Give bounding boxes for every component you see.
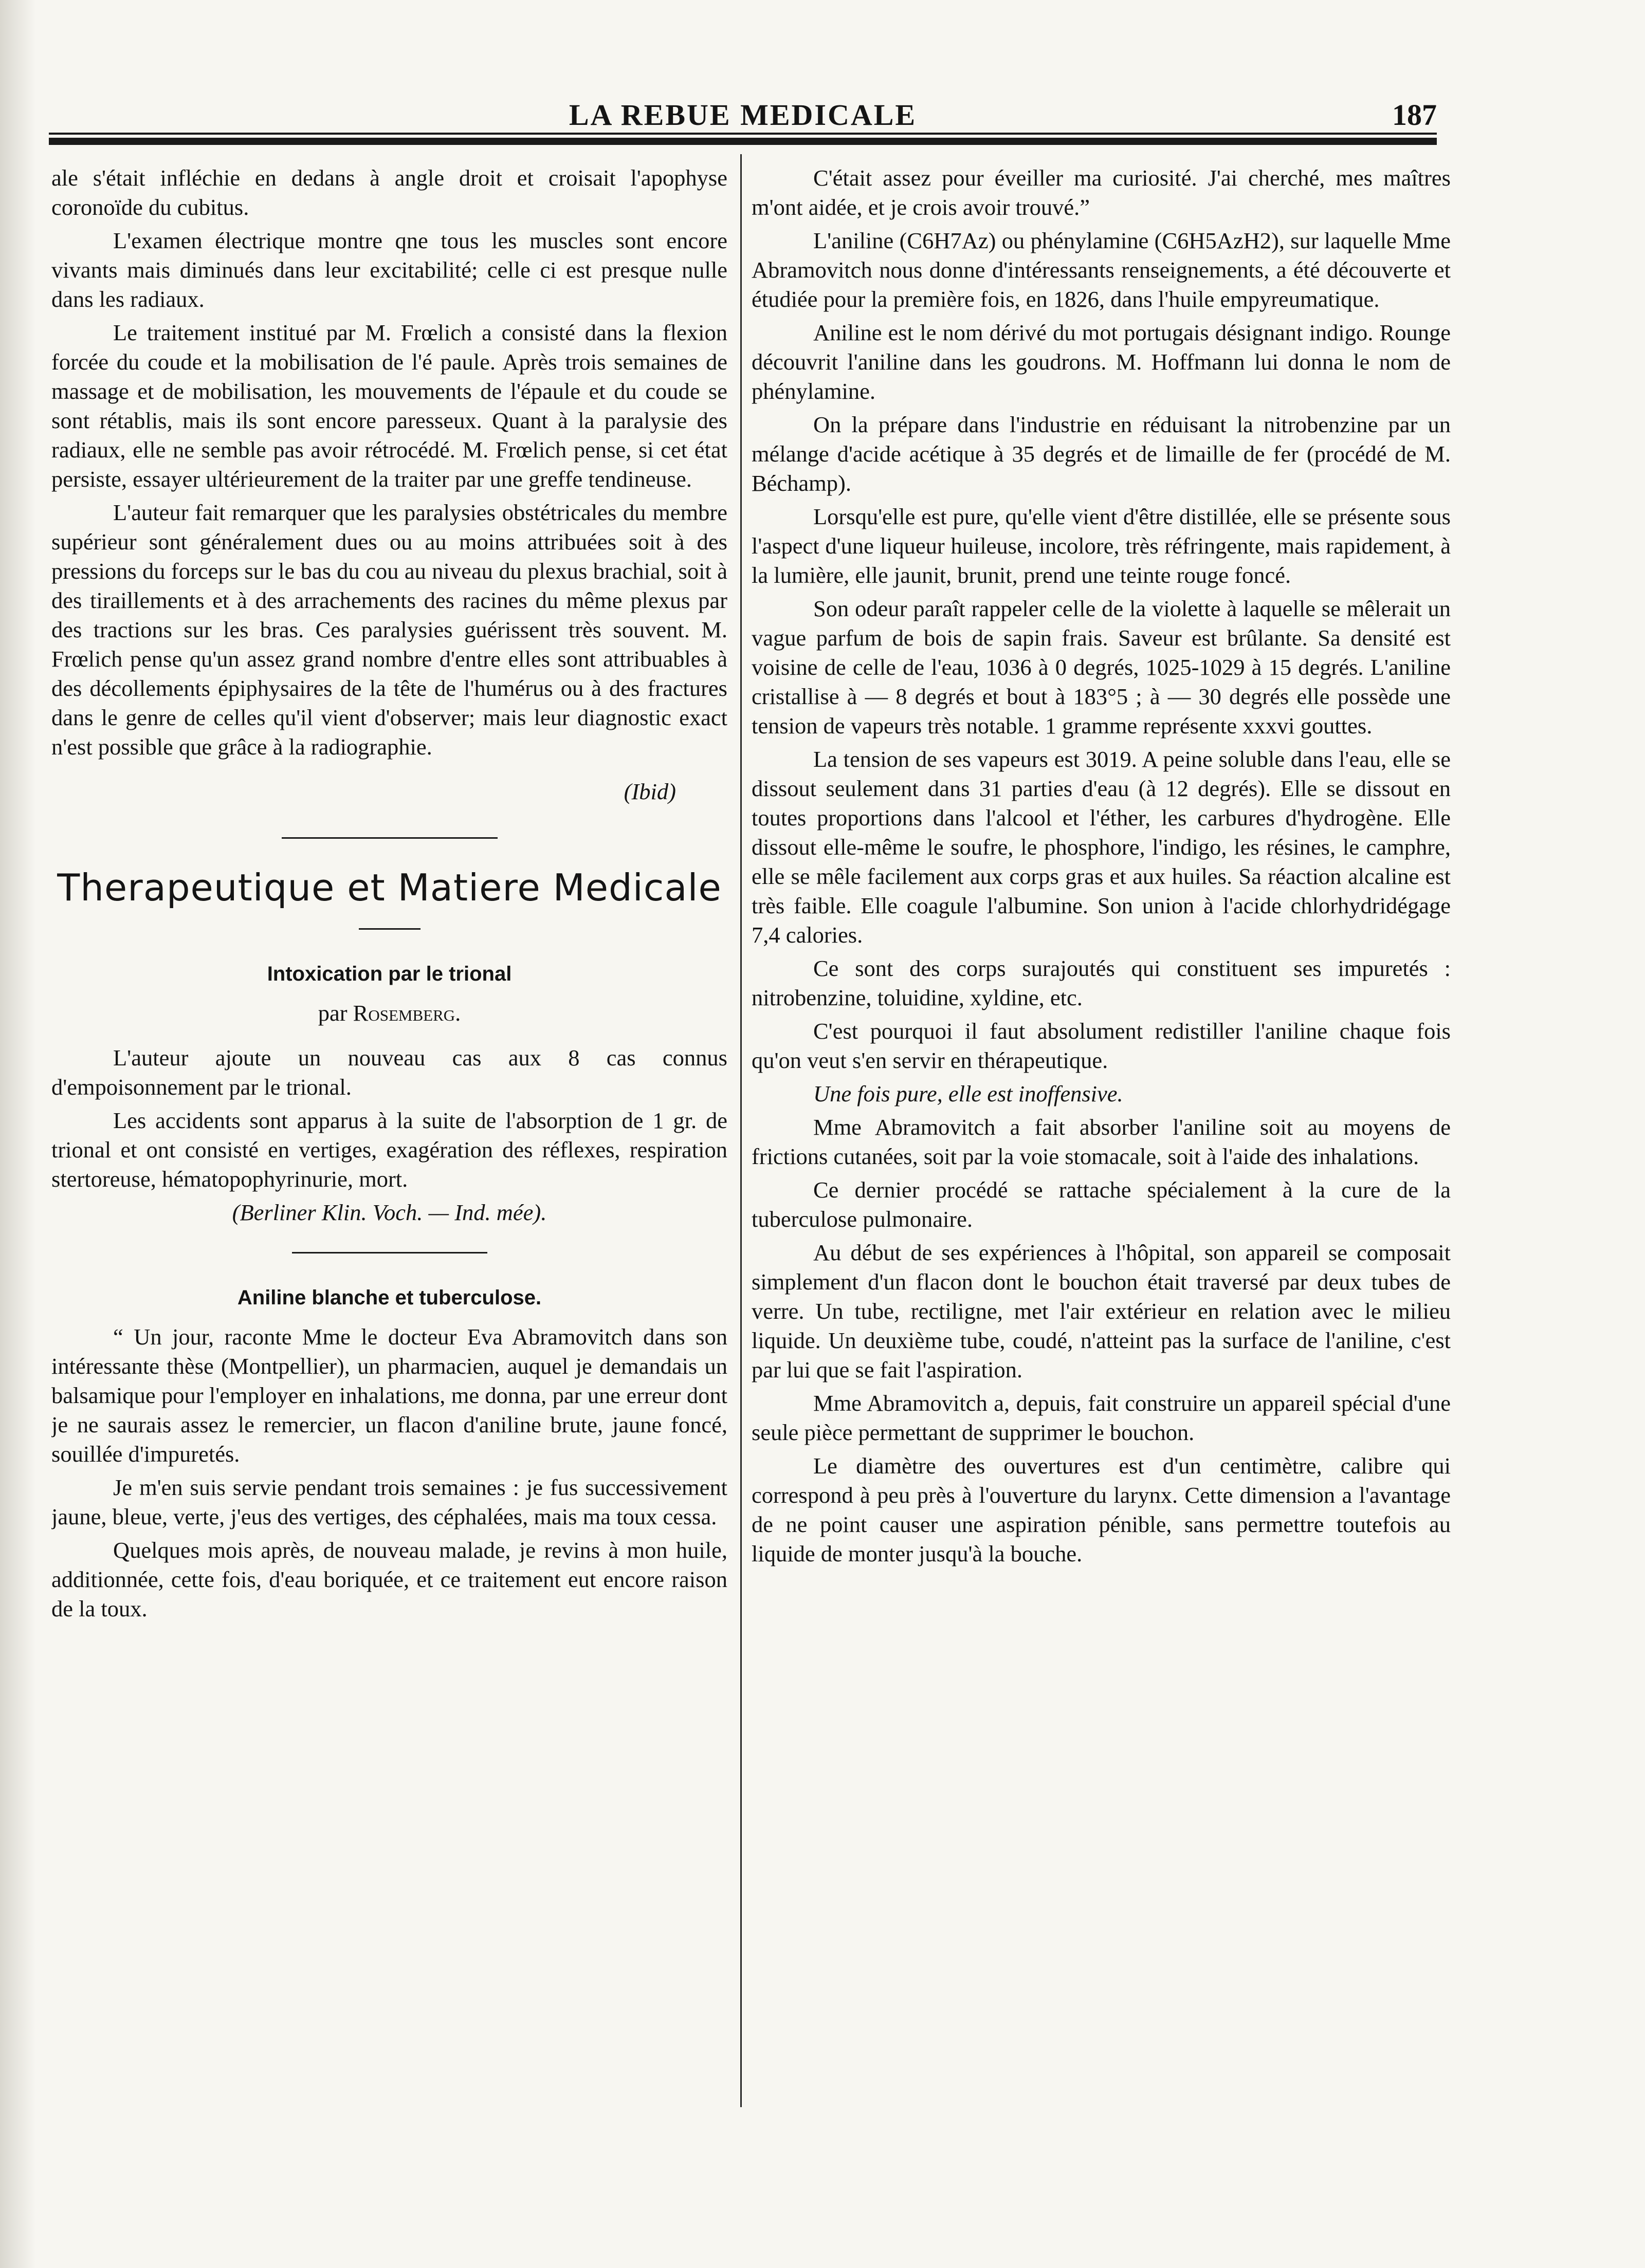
column-divider [740,154,742,2107]
body-paragraph: Mme Abramovitch a fait absorber l'aniline soit au moyens de frictions cutanées, soit par la voie stomacale, soit à l'aide des inhalations. [752,1114,1451,1169]
citation: (Ibid) [624,779,676,804]
header-rule-thin [49,133,1437,135]
author-name: Rosemberg. [353,1000,461,1026]
body-paragraph: Aniline est le nom dérivé du mot portugais désignant indigo. Rounge découvrit l'aniline dans les goudrons. M. Hoffmann lui donna le nom de phénylamine. [752,320,1451,404]
body-paragraph: C'était assez pour éveiller ma curiosité. J'ai cherché, mes maîtres m'ont aidée, et je crois avoir trouvé.” [752,165,1451,220]
article-title: Aniline blanche et tuberculose. [237,1286,542,1309]
body-paragraph: Le traitement institué par M. Frœlich a consisté dans la flexion forcée du coude et la mobilisation de l'é paule. Après trois semaines de massage et de mobilisation, les mouvements de l'épaule et du coude se sont rétablis, mais ils sont encore paresseux. Quant à la paralysie des radiaux, elle ne semble pas avoir rétrocédé. M. Frœlich pense, si cet état persiste, essayer ultérieurement de la traiter par une greffe tendineuse. [51,320,727,492]
body-paragraph: Mme Abramovitch a, depuis, fait construire un appareil spécial d'une seule pièce permettant de supprimer le bouchon. [752,1390,1451,1445]
body-paragraph: Au début de ses expériences à l'hôpital, son appareil se composait simplement d'un flacon dont le bouchon était traversé par deux tubes de verre. Un tube, rectiligne, met l'air extérieur en relation avec le milieu liquide. Un deuxième tube, coudé, n'atteint pas la surface de l'aniline, c'est par lui que se fait l'aspiration. [752,1240,1451,1382]
heading-rule [359,928,421,930]
section-rule [282,837,498,839]
body-paragraph: ale s'était infléchie en dedans à angle droit et croisait l'apophyse coronoïde du cubitus. [51,165,727,220]
body-paragraph: La tension de ses vapeurs est 3019. A peine soluble dans l'eau, elle se dissout seulement dans 31 parties d'eau (à 12 degrés). Elle se dissout en toutes proportions dans l'alcool et l'éther, les carbures d'hydrogène. Elle dissout elle-même le soufre, le phosphore, l'indigo, les résines, le camphre, elle se mêle facilement aux corps gras et aux huiles. Sa réaction alcaline est très faible. Elle coagule l'albumine. Son union à l'acide chlorhydridégage 7,4 calories. [752,746,1451,948]
citation: (Berliner Klin. Voch. — Ind. mée). [232,1200,547,1225]
body-paragraph: L'aniline (C6H7Az) ou phénylamine (C6H5AzH2), sur laquelle Mme Abramovitch nous donne d'intéressants renseignements, a été découverte et étudiée pour la première fois, en 1826, dans l'huile empyreumatique. [752,228,1451,312]
journal-title: LA REBUE MEDICALE [569,98,917,132]
body-paragraph: Ce dernier procédé se rattache spécialement à la cure de la tuberculose pulmonaire. [752,1177,1451,1232]
body-paragraph: Les accidents sont apparus à la suite de l'absorption de 1 gr. de trional et ont consisté en vertiges, exagération des réflexes, respiration stertoreuse, hématopophyrinurie, mort. [51,1108,727,1192]
byline [51,999,727,1028]
body-paragraph: “ Un jour, raconte Mme le docteur Eva Abramovitch dans son intéressante thèse (Montpellier), un pharmacien, auquel je demandais un balsamique pour l'employer en inhalations, me donna, par une erreur dont je ne saurais assez le remercier, un flacon d'aniline brute, jaune foncé, souillée d'impuretés. [51,1324,727,1467]
body-paragraph: L'auteur fait remarquer que les paralysies obstétricales du membre supérieur sont généralement dues ou au moins attribuées soit à des pressions du forceps sur le bas du cou au niveau du plexus brachial, soit à des tiraillements et à des arrachements des racines du même plexus par des tractions sur les bras. Ces paralysies guérissent très souvent. M. Frœlich pense qu'un assez grand nombre d'entre elles sont attribuables à des décollements épiphysaires de la tête de l'humérus ou à des fractures dans le genre de celles qu'il vient d'observer; mais leur diagnostic exact n'est possible que grâce à la radiographie. [51,500,727,760]
body-paragraph: Lorsqu'elle est pure, qu'elle vient d'être distillée, elle se présente sous l'aspect d'une liqueur huileuse, incolore, très réfringente, mais rapidement, à la lumière, elle jaunit, brunit, prend une teinte rouge foncé. [752,504,1451,588]
body-paragraph: C'est pourquoi il faut absolument redistiller l'aniline chaque fois qu'on veut s'en servir en thérapeutique. [752,1018,1451,1073]
article-rule [292,1252,487,1253]
byline-prefix: par [318,1000,348,1026]
body-paragraph: Son odeur paraît rappeler celle de la violette à laquelle se mêlerait un vague parfum de bois de sapin frais. Saveur est brûlante. Sa densité est voisine de celle de l'eau, 1036 à 0 degrés, 1025-1029 à 15 degrés. L'aniline cristallise à — 8 degrés et bout à 183°5 ; à — 30 degrés elle possède une tension de vapeurs très notable. 1 gramme représente xxxvi gouttes. [752,596,1451,739]
page-number: 187 [1392,98,1437,132]
body-paragraph: Le diamètre des ouvertures est d'un centimètre, calibre qui correspond à peu près à l'ouverture du larynx. Cette dimension a l'avantage de ne point causer une aspiration pénible, sans permettre toutefois au liquide de monter jusqu'à la bouche. [752,1453,1451,1566]
right-column [752,163,1451,2132]
header-rule-thick [49,138,1437,145]
left-column [51,163,727,2132]
body-paragraph: Je m'en suis servie pendant trois semaines : je fus successivement jaune, bleue, verte, j'eus des vertiges, des céphalées, mais ma toux cessa. [51,1474,727,1529]
body-paragraph: On la prépare dans l'industrie en réduisant la nitrobenzine par un mélange d'acide acétique à 35 degrés et de limaille de fer (procédé de M. Béchamp). [752,412,1451,496]
article-title: Intoxication par le trional [267,963,512,985]
body-paragraph: Ce sont des corps surajoutés qui constituent ses impuretés : nitrobenzine, toluidine, xyldine, etc. [752,955,1451,1010]
body-paragraph: L'examen électrique montre qne tous les muscles sont encore vivants mais diminués dans leur excitabilité; celle ci est presque nulle dans les radiaux. [51,228,727,312]
body-paragraph: Quelques mois après, de nouveau malade, je revins à mon huile, additionnée, cette fois, d'eau boriquée, et ce traitement eut encore raison de la toux. [51,1537,727,1621]
body-paragraph: L'auteur ajoute un nouveau cas aux 8 cas connus d'empoisonnement par le trional. [51,1045,727,1100]
section-heading: Therapeutique et Matiere Medicale [57,866,722,909]
body-paragraph: Une fois pure, elle est inoffensive. [813,1081,1123,1107]
page-edge-shadow [0,0,36,2268]
